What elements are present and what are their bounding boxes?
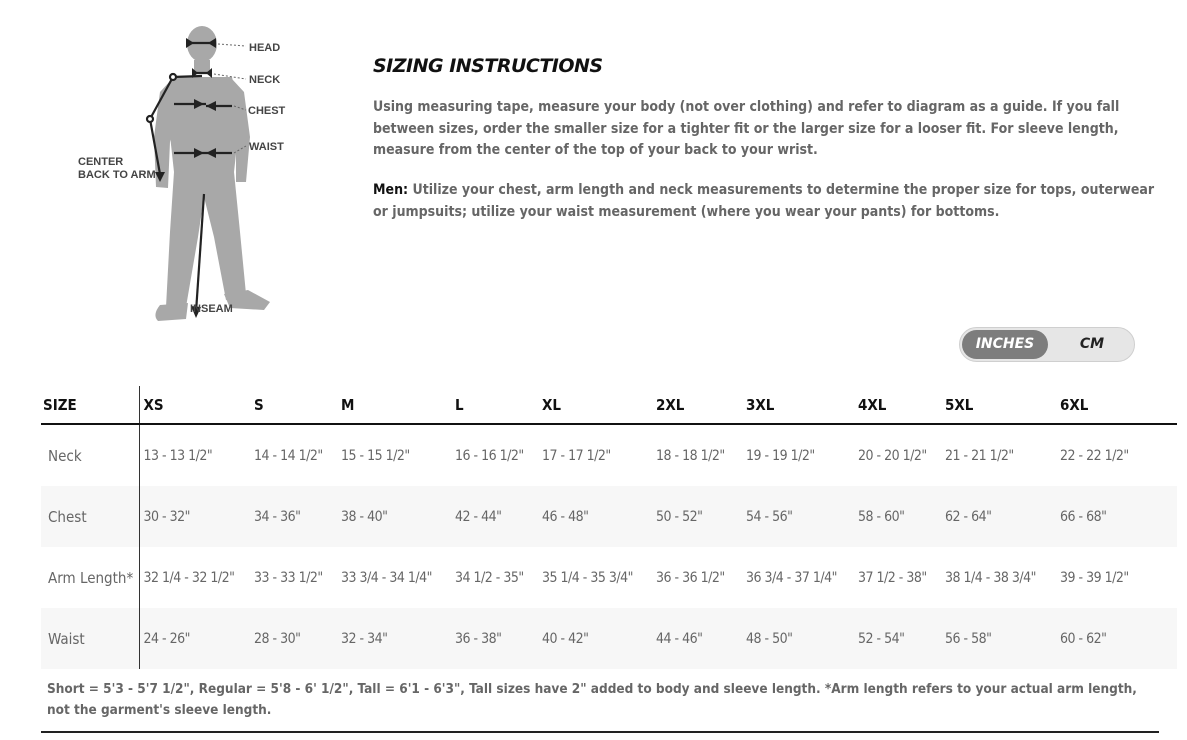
table-cell: 37 1/2 - 38" [858,569,927,586]
table-cell: 42 - 44" [451,486,538,547]
table-row [41,424,1177,486]
men-label: Men: [373,182,409,198]
table-header-row [41,386,1177,424]
column-header: SIZE [41,386,139,424]
column-header: XL [538,386,652,424]
inseam-label: INSEAM [190,303,233,315]
cm-toggle-button[interactable]: CM [1079,336,1105,352]
table-row [41,486,1177,547]
row-label: Waist [41,608,139,669]
size-chart-table [41,386,1177,669]
table-cell: 36 - 38" [451,608,538,669]
table-cell: 18 - 18 1/2" [656,447,725,464]
table-row [41,547,1177,608]
table-row [41,608,1177,669]
measurement-diagram [74,22,314,327]
table-cell: 34 - 36" [250,486,337,547]
table-cell: 33 3/4 - 34 1/4" [341,569,432,586]
waist-label: WAIST [249,141,284,153]
men-instructions-paragraph [373,180,1163,223]
unit-toggle[interactable] [959,327,1135,362]
table-cell: 54 - 56" [742,486,854,547]
table-cell: 50 - 52" [652,486,742,547]
table-cell: 19 - 19 1/2" [746,447,815,464]
table-cell: 39 - 39 1/2" [1060,569,1129,586]
row-label: Chest [41,486,139,547]
bottom-divider [41,731,1159,733]
column-header: 3XL [742,386,854,424]
table-cell: 34 1/2 - 35" [455,569,524,586]
column-header: M [337,386,451,424]
table-cell: 35 1/4 - 35 3/4" [542,569,633,586]
men-instructions-text: Utilize your chest, arm length and neck measurements to determine the proper size for tops, outerwear or jumpsuits; utilize your waist measurement (where you wear your pants) for bottoms. [373,182,1155,220]
column-header: 2XL [652,386,742,424]
row-label: Arm Length* [41,547,139,608]
column-header: 5XL [941,386,1056,424]
table-cell: 66 - 68" [1056,486,1177,547]
table-cell: 17 - 17 1/2" [542,447,611,464]
column-header: S [250,386,337,424]
table-cell: 36 - 36 1/2" [656,569,725,586]
table-cell: 48 - 50" [742,608,854,669]
table-cell: 52 - 54" [854,608,941,669]
inches-toggle-button[interactable]: INCHES [962,330,1048,359]
instructions-paragraph: Using measuring tape, measure your body (not over clothing) and refer to diagram as a guide. If you fall between sizes, order the smaller size for a tighter fit or the larger size for a looser fit. For sleeve length, measure from the center of the top of your back to your wrist. [373,99,1120,158]
sizing-footnote: Short = 5'3 - 5'7 1/2", Regular = 5'8 - 6' 1/2", Tall = 6'1 - 6'3", Tall sizes have 2" added to body and sleeve length. *Arm length refers to your actual arm length, not the garment's sleeve length. [47,681,1137,718]
table-cell: 16 - 16 1/2" [455,447,524,464]
table-cell: 20 - 20 1/2" [858,447,927,464]
chest-label: CHEST [248,105,286,117]
head-label: HEAD [249,42,281,54]
table-cell: 46 - 48" [538,486,652,547]
table-cell: 22 - 22 1/2" [1060,447,1129,464]
table-cell: 32 - 34" [337,608,451,669]
center-back-label-line1: CENTER [78,156,124,168]
table-cell: 60 - 62" [1056,608,1177,669]
center-back-label-line2: BACK TO ARM [78,169,156,181]
neck-label: NECK [249,74,281,86]
table-cell: 14 - 14 1/2" [254,447,323,464]
table-cell: 32 1/4 - 32 1/2" [143,569,235,586]
table-cell: 44 - 46" [652,608,742,669]
table-cell: 28 - 30" [250,608,337,669]
column-header: 6XL [1056,386,1177,424]
column-header: 4XL [854,386,941,424]
table-cell: 33 - 33 1/2" [254,569,323,586]
table-cell: 21 - 21 1/2" [945,447,1014,464]
table-cell: 15 - 15 1/2" [341,447,410,464]
table-cell: 38 - 40" [337,486,451,547]
table-cell: 24 - 26" [139,608,250,669]
column-header: L [451,386,538,424]
row-label: Neck [41,424,139,486]
table-cell: 56 - 58" [941,608,1056,669]
table-cell: 36 3/4 - 37 1/4" [746,569,837,586]
table-cell: 30 - 32" [139,486,250,547]
table-cell: 40 - 42" [538,608,652,669]
table-cell: 62 - 64" [941,486,1056,547]
table-cell: 13 - 13 1/2" [143,447,213,464]
table-cell: 58 - 60" [854,486,941,547]
column-header: XS [139,386,250,424]
page-title: SIZING INSTRUCTIONS [373,55,603,77]
table-cell: 38 1/4 - 38 3/4" [945,569,1036,586]
